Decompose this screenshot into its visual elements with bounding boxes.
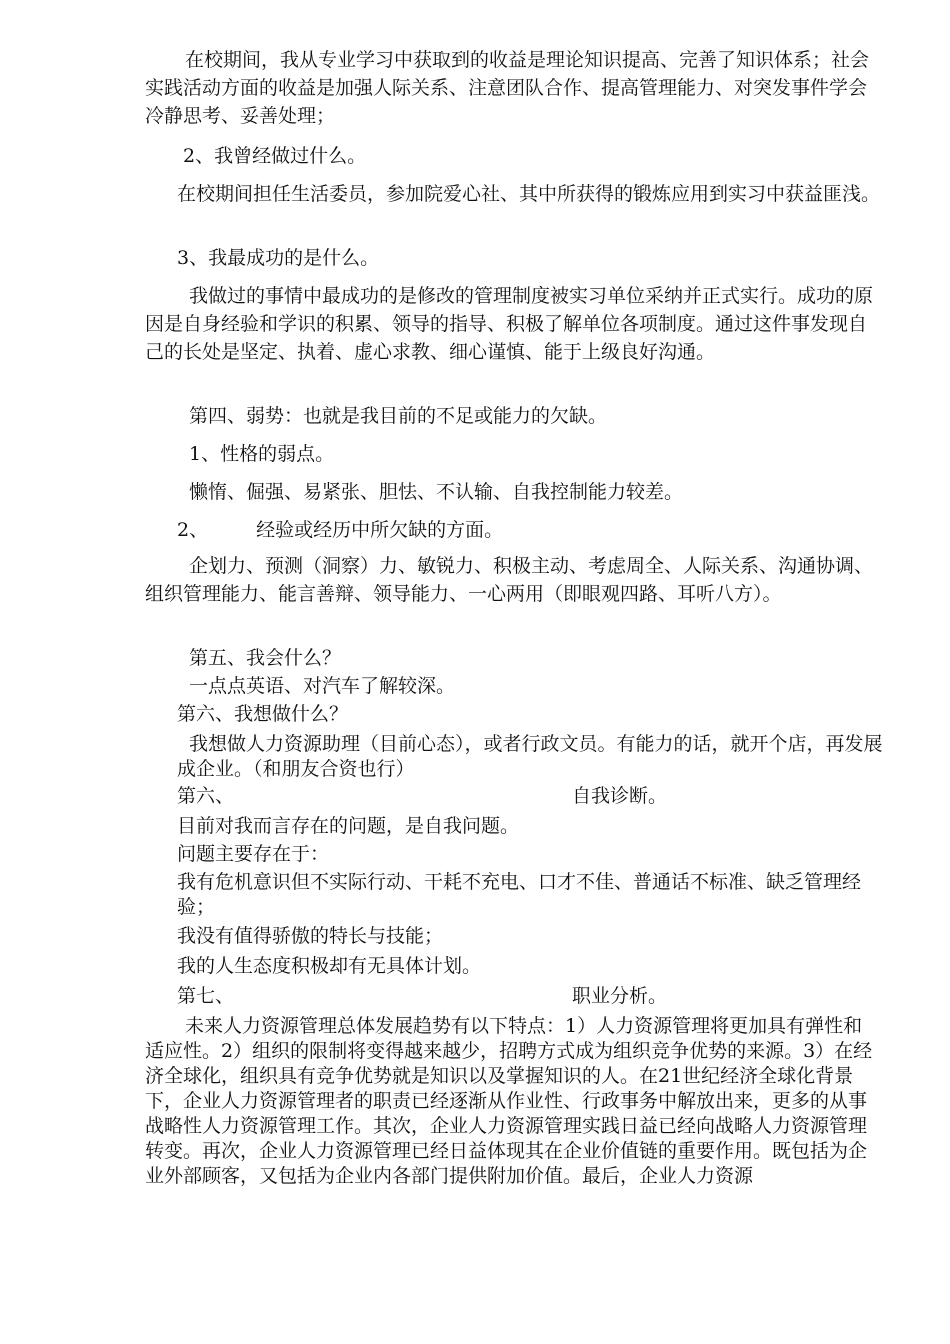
paragraph-career-wish: 我想做人力资源助理（目前心态），或者行政文员。有能力的话，就开个店，再发展成企业。（和朋友合资也行） [177,733,883,780]
heading-number: 2、 [177,519,209,541]
heading-number: 第七、 [177,985,235,1007]
paragraph-hr-trends: 未来人力资源管理总体发展趋势有以下特点：1）人力资源管理将更加具有弹性和适应性。2）组织的限制将变得越来越少，招聘方式成为组织竞争优势的来源。3）在经济全球化，组织具有竞争优势就是知识以及掌握知识的人。在21世纪经济全球化背景下，企业人力资源管理者的职责已经逐渐从作业性、行政事务中解放出来，更多的从事战略性人力资源管理工作。其次，企业人力资源管理实践日益已经向战略人力资源管理转变。再次，企业人力资源管理已经日益体现其在企业价值链的重要作用。既包括为企业外部顾客，又包括为企业内各部门提供附加价值。最后，企业人力资源 [145,1015,873,1187]
paragraph-lacking-abilities: 企划力、预测（洞察）力、敏锐力、积极主动、考虑周全、人际关系、沟通协调、组织管理能力、能言善辩、领导能力、一心两用（即眼观四路、耳听八方）。 [145,555,874,605]
heading-text: 职业分析。 [572,985,668,1007]
paragraph-school-gains: 在校期间，我从专业学习中获取到的收益是理论知识提高、完善了知识体系；社会实践活动方面的收益是加强人际关系、注意团队合作、提高管理能力、对突发事件学会冷静思考、妥善处理； [145,49,870,127]
paragraph-problem-intro: 目前对我而言存在的问题，是自我问题。 [177,815,520,837]
heading-number: 第六、 [177,785,235,807]
heading-text: 自我诊断。 [572,785,668,807]
heading-weaknesses: 第四、弱势：也就是我目前的不足或能力的欠缺。 [189,405,608,427]
paragraph-personality-traits: 懒惰、倔强、易紧张、胆怯、不认输、自我控制能力较差。 [189,481,684,503]
heading-most-successful: 3、我最成功的是什么。 [177,247,380,269]
heading-self-diagnosis [145,782,907,810]
heading-what-i-can: 第五、我会什么？ [189,647,342,669]
paragraph-problem-two: 我没有值得骄傲的特长与技能； [177,925,444,947]
paragraph-problem-one: 我有危机意识但不实际行动、干耗不充电、口才不佳、普通话不标准、缺乏管理经验； [177,871,862,918]
paragraph-school-roles: 在校期间担任生活委员，参加院爱心社、其中所获得的锻炼应用到实习中获益匪浅。 [177,183,881,205]
heading-career-analysis [145,982,907,1010]
paragraph-problem-three: 我的人生态度积极却有无具体计划。 [177,955,482,977]
paragraph-success-story: 我做过的事情中最成功的是修改的管理制度被实习单位采纳并正式实行。成功的原因是自身经验和学识的积累、领导的指导、积极了解单位各项制度。通过这件事发现自己的长处是坚定、执着、虚心求教、细心谨慎、能于上级良好沟通。 [145,285,874,363]
heading-what-i-did: 2、我曾经做过什么。 [183,145,367,167]
paragraph-skills: 一点点英语、对汽车了解较深。 [189,675,456,697]
heading-personality-weakness: 1、性格的弱点。 [189,443,335,465]
heading-experience-lacking [145,516,907,544]
paragraph-problem-lead: 问题主要存在于： [177,843,330,865]
heading-what-i-want: 第六、我想做什么？ [177,703,349,725]
heading-text: 经验或经历中所欠缺的方面。 [256,519,504,541]
